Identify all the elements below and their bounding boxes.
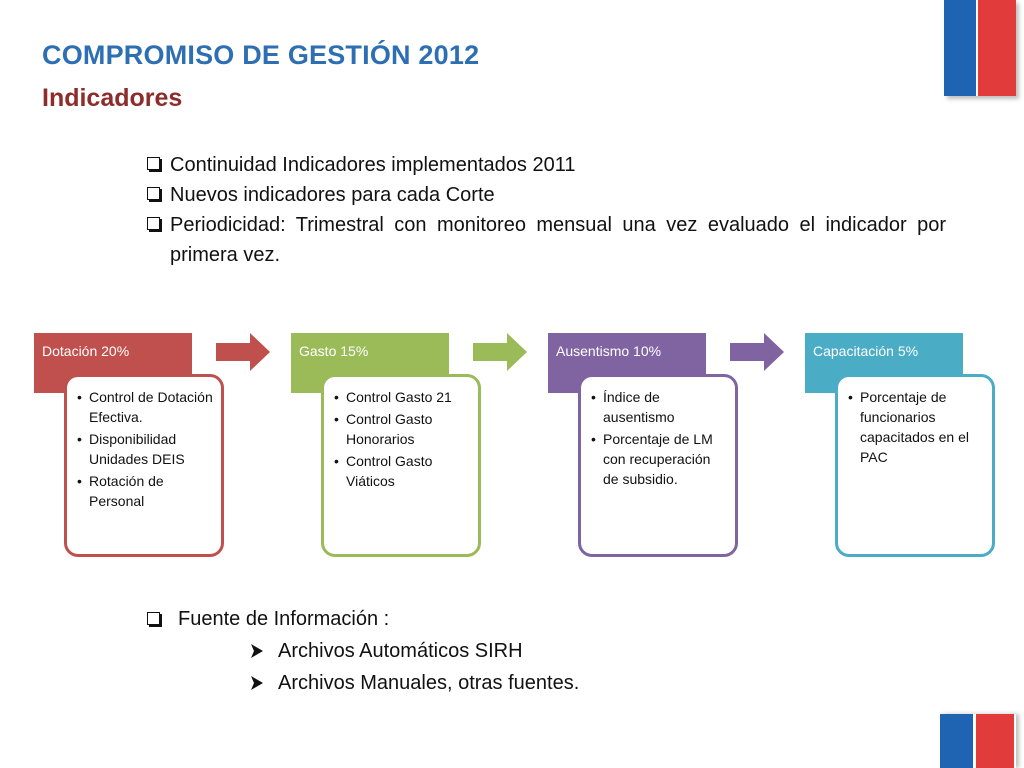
source-sublist bbox=[250, 635, 579, 699]
arrow-shape bbox=[730, 333, 784, 371]
source-section bbox=[146, 603, 579, 699]
bullet-text: Nuevos indicadores para cada Corte bbox=[170, 184, 495, 206]
source-heading bbox=[146, 603, 579, 635]
bullet-item bbox=[146, 180, 946, 210]
page-subtitle: Indicadores bbox=[42, 84, 183, 112]
source-label: Fuente de Información : bbox=[178, 608, 390, 630]
stage-item: • Disponibilidad Unidades DEIS bbox=[77, 429, 213, 469]
bullet-item bbox=[146, 150, 946, 180]
stage-item: • Control Gasto Honorarios bbox=[334, 409, 470, 449]
stage-item: • Control Gasto Viáticos bbox=[334, 451, 470, 491]
chevron-right-icon bbox=[250, 667, 266, 709]
stage-box-ausentismo bbox=[578, 374, 738, 557]
arrow-right-icon bbox=[216, 333, 270, 371]
flag-logo-top bbox=[944, 0, 1016, 96]
source-item-text: Archivos Automáticos SIRH bbox=[278, 640, 523, 662]
arrow-shape bbox=[473, 333, 527, 371]
bullet-text: Continuidad Indicadores implementados 2011 bbox=[170, 154, 576, 176]
checkbox-bullet-icon bbox=[147, 217, 160, 230]
source-item-text: Archivos Manuales, otras fuentes. bbox=[278, 672, 580, 694]
stage-label: Ausentismo 10% bbox=[556, 343, 662, 359]
arrow-shape bbox=[216, 333, 270, 371]
stage-item: • Índice de ausentismo bbox=[591, 387, 727, 427]
stage-item: • Porcentaje de funcionarios capacitados en el PAC bbox=[848, 387, 984, 467]
page-title: COMPROMISO DE GESTIÓN 2012 bbox=[42, 40, 480, 70]
bullet-item bbox=[146, 210, 946, 270]
stage-box-capacitacion bbox=[835, 374, 995, 557]
stage-item: • Porcentaje de LM con recuperación de subsidio. bbox=[591, 429, 727, 489]
stage-item: • Control Gasto 21 bbox=[334, 387, 470, 407]
checkbox-bullet-icon bbox=[147, 612, 160, 625]
checkbox-bullet-icon bbox=[147, 157, 160, 170]
stage-box-gasto bbox=[321, 374, 481, 557]
stage-box-dotacion bbox=[64, 374, 224, 557]
arrow-right-icon bbox=[730, 333, 784, 371]
stage-label: Capacitación 5% bbox=[813, 343, 919, 359]
checkbox-bullet-icon bbox=[147, 187, 160, 200]
stage-label: Gasto 15% bbox=[299, 343, 369, 359]
arrow-right-icon bbox=[473, 333, 527, 371]
source-item bbox=[250, 667, 579, 699]
stage-item: • Rotación de Personal bbox=[77, 471, 213, 511]
flag-logo-bottom bbox=[940, 714, 1016, 768]
bullet-text: Periodicidad: Trimestral con monitoreo mensual una vez evaluado el indicador por primera vez. bbox=[170, 214, 946, 266]
source-item bbox=[250, 635, 579, 667]
stage-item: • Control de Dotación Efectiva. bbox=[77, 387, 213, 427]
bullet-list bbox=[146, 150, 946, 270]
stage-label: Dotación 20% bbox=[42, 343, 130, 359]
